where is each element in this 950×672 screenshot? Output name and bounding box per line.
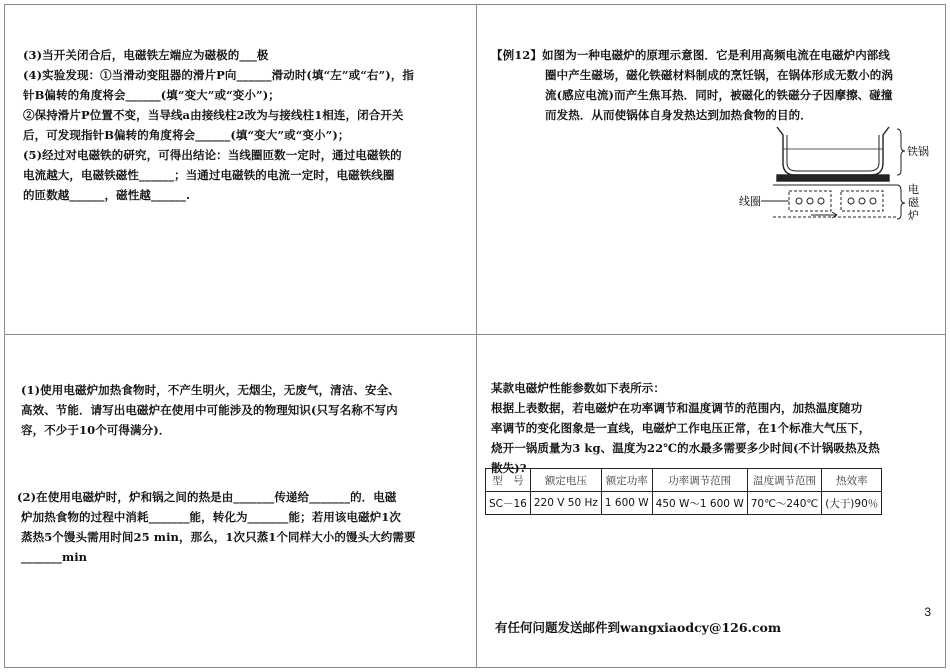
- label-cooker-3: 炉: [908, 209, 919, 222]
- question-4-line-3: ②保持滑片P位置不变，当导线a由接线柱2改为与接线柱1相连，闭合开关: [23, 108, 404, 122]
- spec-table: [485, 468, 882, 515]
- panel-bottom-right: [476, 334, 946, 668]
- question-5-line-1: (5)经过对电磁铁的研究，可得出结论：当线圈匝数一定时，通过电磁铁的: [23, 148, 402, 162]
- coil-illustration: [761, 185, 897, 218]
- question-4-line-1: (4)实验发现：①当滑动变阻器的滑片P向______滑动时(填“左”或“右”)，指: [23, 68, 414, 82]
- spec-intro: 某款电磁炉性能参数如下表所示：: [491, 381, 665, 395]
- question-1-line-3: 容，不少于10个可得满分)．: [21, 423, 171, 437]
- label-cooker-2: 磁: [908, 196, 919, 209]
- example-12-line-1: [491, 45, 890, 65]
- question-2-line-2: 炉加热食物的过程中消耗_______能，转化为_______能；若用该电磁炉1次: [21, 510, 401, 524]
- question-5-line-2: 电流越大，电磁铁磁性______；当通过电磁铁的电流一定时，电磁铁线圈: [23, 168, 395, 182]
- cell-rated-power: 1 600 W: [601, 492, 652, 515]
- question-4-line-4: 后，可发现指针B偏转的角度将会______(填“变大”或“变小”)；: [23, 128, 350, 142]
- question-3: (3)当开关闭合后，电磁铁左端应为磁极的___极: [23, 48, 269, 62]
- page-number: 3: [924, 605, 931, 619]
- table-row: [486, 492, 882, 515]
- header-temp-range: 温度调节范围: [747, 469, 822, 492]
- header-rated-power: 额定功率: [601, 469, 652, 492]
- cell-model: SC－16: [486, 492, 531, 515]
- cell-temp-range: 70℃～240℃: [747, 492, 822, 515]
- table-header-row: [486, 469, 882, 492]
- cell-rated-voltage: 220 V 50 Hz: [530, 492, 601, 515]
- example-12-text-1: 如图为一种电磁炉的原理示意图．它是利用高频电流在电磁炉内部线: [542, 48, 891, 62]
- example-12-line-4: 而发热．从而使锅体自身发热达到加热食物的目的．: [545, 108, 812, 122]
- question-5-line-3: 的匝数越______，磁性越______.: [23, 188, 191, 202]
- pot-illustration: [777, 127, 889, 181]
- question-3-line-4: 散失)?: [491, 461, 527, 475]
- induction-cooker-diagram: [739, 123, 929, 233]
- header-efficiency: 热效率: [822, 469, 882, 492]
- panel-bottom-left: [4, 334, 477, 668]
- question-2-line-1: (2)在使用电磁炉时，炉和锅之间的热是由_______传递给_______的．电磁: [17, 490, 397, 504]
- label-coil: 线圈: [739, 195, 761, 208]
- pot-brace: [897, 129, 905, 175]
- header-rated-voltage: 额定电压: [530, 469, 601, 492]
- question-1-line-1: (1)使用电磁炉加热食物时，不产生明火，无烟尘，无废气，清洁、安全、: [21, 383, 400, 397]
- label-iron-pot: 铁锅: [907, 145, 929, 158]
- question-3-line-2: 率调节的变化图象是一直线，电磁炉工作电压正常，在1个标准大气压下，: [491, 421, 871, 435]
- question-1-line-2: 高效、节能．请写出电磁炉在使用中可能涉及的物理知识(只写名称不写内: [21, 403, 398, 417]
- header-power-range: 功率调节范围: [652, 469, 747, 492]
- example-12-line-2: 圈中产生磁场，磁化铁磁材料制成的烹饪锅，在锅体形成无数小的涡: [545, 68, 893, 82]
- label-cooker-1: 电: [908, 183, 919, 196]
- question-3-line-1: 根据上表数据，若电磁炉在功率调节和温度调节的范围内，加热温度随功: [491, 401, 863, 415]
- contact-email: 有任何问题发送邮件到wangxiaodcy@126.com: [495, 619, 782, 635]
- panel-top-left: [4, 4, 477, 335]
- question-3-line-3: 烧开一锅质量为3 kg、温度为22℃的水最多需要多少时间(不计锅吸热及热: [491, 441, 880, 455]
- question-2-line-3: 蒸热5个馒头需用时间25 min，那么，1次只蒸1个同样大小的馒头大约需要: [21, 530, 416, 544]
- example-tag: 【例12】: [491, 48, 543, 62]
- cooker-brace: [897, 185, 905, 219]
- panel-top-right: [476, 4, 946, 335]
- cell-power-range: 450 W～1 600 W: [652, 492, 747, 515]
- example-12-line-3: 流(感应电流)而产生焦耳热．同时，被磁化的铁磁分子因摩擦、碰撞: [545, 88, 893, 102]
- question-4-line-2: 针B偏转的角度将会______(填“变大”或“变小”)；: [23, 88, 280, 102]
- question-2-line-4: _______min: [21, 550, 88, 564]
- cell-efficiency: (大于)90％: [822, 492, 882, 515]
- header-model: 型 号: [486, 469, 531, 492]
